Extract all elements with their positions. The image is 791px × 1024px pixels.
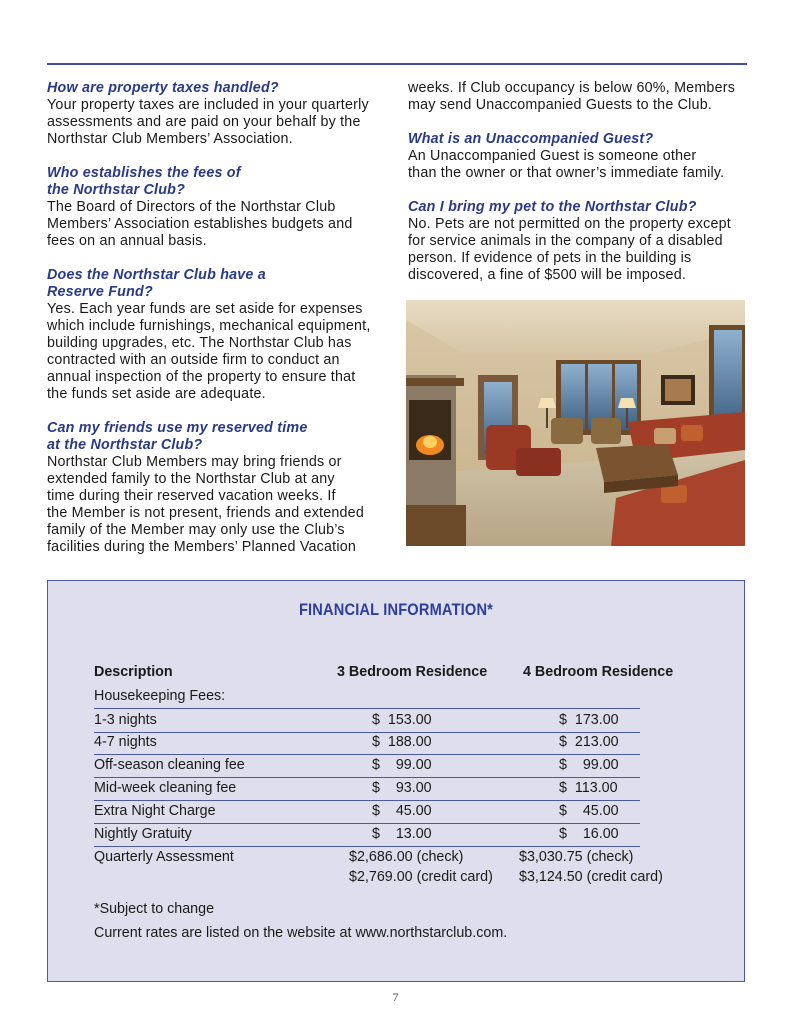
fee-label: 4-7 nights [94,734,157,750]
faq-question: Can my friends use my reserved time [47,420,308,436]
faq-answer-line: Members’ Association establishes budgets and [47,216,353,232]
faq-answer-line: No. Pets are not permitted on the property except [408,216,731,232]
faq-item [47,80,392,148]
faq-answer-line: Northstar Club Members may bring friends or [47,454,342,470]
fee-4-bedroom: $ 173.00 [559,712,619,728]
fee-4-bedroom: $ 213.00 [559,734,619,750]
fee-row [94,754,640,778]
faq-question: Reserve Fund? [47,284,153,300]
faq-question: Can I bring my pet to the Northstar Club? [408,199,697,215]
fee-3-bedroom: $ 188.00 [372,734,432,750]
financial-information-box [47,580,745,982]
faq-answer-line: building upgrades, etc. The Northstar Club has [47,335,352,351]
fee-4-bedroom: $ 113.00 [559,780,618,796]
faq-right-column [408,80,753,301]
fee-label: Nightly Gratuity [94,826,192,842]
header-3-bedroom: 3 Bedroom Residence [337,664,488,680]
section-label: Housekeeping Fees: [94,688,226,704]
faq-item [47,420,392,556]
fee-row [94,823,640,847]
faq-answer-line: weeks. If Club occupancy is below 60%, Members [408,80,736,96]
faq-answer-line: fees on an annual basis. [47,233,207,249]
faq-answer-line: Yes. Each year funds are set aside for expenses [47,301,363,317]
financial-title: FINANCIAL INFORMATION* [298,600,494,619]
faq-question: What is an Unaccompanied Guest? [408,131,654,147]
faq-question: the Northstar Club? [47,182,186,198]
website-note: Current rates are listed on the website at www.northstarclub.com. [94,925,508,941]
faq-item [408,199,753,284]
faq-answer-line: The Board of Directors of the Northstar Club [47,199,336,215]
faq-answer-line: annual inspection of the property to ensure that [47,369,356,385]
faq-answer-line: Your property taxes are included in your quarterly [47,97,369,113]
faq-answer-line: the funds set aside are adequate. [47,386,266,402]
faq-answer-line: than the owner or that owner’s immediate family. [408,165,725,181]
page-number: 7 [392,990,399,1004]
quarterly-4-check: $3,030.75 (check) [519,849,634,865]
fee-label: Mid-week cleaning fee [94,780,237,796]
fee-label: 1-3 nights [94,712,157,728]
fee-4-bedroom: $ 99.00 [559,757,619,773]
faq-item [47,267,392,403]
fee-4-bedroom: $ 45.00 [559,803,619,819]
top-rule [47,63,747,65]
faq-answer-line: assessments and are paid on your behalf by the [47,114,361,130]
quarterly-label: Quarterly Assessment [94,849,234,865]
fee-3-bedroom: $ 153.00 [372,712,432,728]
header-4-bedroom: 4 Bedroom Residence [523,664,674,680]
faq-answer-line: person. If evidence of pets in the building is [408,250,692,266]
faq-question: Does the Northstar Club have a [47,267,266,283]
fee-row [94,777,640,801]
faq-item [408,131,753,182]
faq-answer-line: facilities during the Members’ Planned Vacation [47,539,356,555]
fee-4-bedroom: $ 16.00 [559,826,619,842]
faq-answer-line: An Unaccompanied Guest is someone other [408,148,697,164]
faq-answer-line: time during their reserved vacation weeks. If [47,488,336,504]
fee-row [94,731,640,755]
fee-row [94,800,640,824]
faq-answer-line: the Member is not present, friends and extended [47,505,364,521]
fee-3-bedroom: $ 13.00 [372,826,432,842]
faq-answer-line: extended family to the Northstar Club at any [47,471,335,487]
faq-answer-line: Northstar Club Members’ Association. [47,131,293,147]
fee-3-bedroom: $ 45.00 [372,803,432,819]
faq-answer-line: for service animals in the company of a disabled [408,233,723,249]
fee-3-bedroom: $ 93.00 [372,780,432,796]
header-description: Description [94,664,173,680]
section-label-row [94,685,640,708]
faq-answer-line: discovered, a fine of $500 will be imposed. [408,267,687,283]
faq-answer-line: which include furnishings, mechanical equipment, [47,318,371,334]
faq-answer-line: contracted with an outside firm to conduct an [47,352,340,368]
faq-question: at the Northstar Club? [47,437,203,453]
faq-answer-line: may send Unaccompanied Guests to the Club. [408,97,713,113]
faq-question: How are property taxes handled? [47,80,279,96]
quarterly-3-check: $2,686.00 (check) [349,849,464,865]
fee-3-bedroom: $ 99.00 [372,757,432,773]
quarterly-3-card: $2,769.00 (credit card) [349,869,493,885]
subject-to-change-note: *Subject to change [94,901,215,917]
faq-item [47,165,392,250]
fee-label: Extra Night Charge [94,803,216,819]
faq-answer-line: family of the Member may only use the Club’s [47,522,345,538]
living-room-photo [406,300,745,546]
fee-row [94,708,640,733]
quarterly-4-card: $3,124.50 (credit card) [519,869,663,885]
faq-item [408,80,753,114]
faq-question: Who establishes the fees of [47,165,241,181]
fee-label: Off-season cleaning fee [94,757,245,773]
faq-left-column [47,80,392,573]
